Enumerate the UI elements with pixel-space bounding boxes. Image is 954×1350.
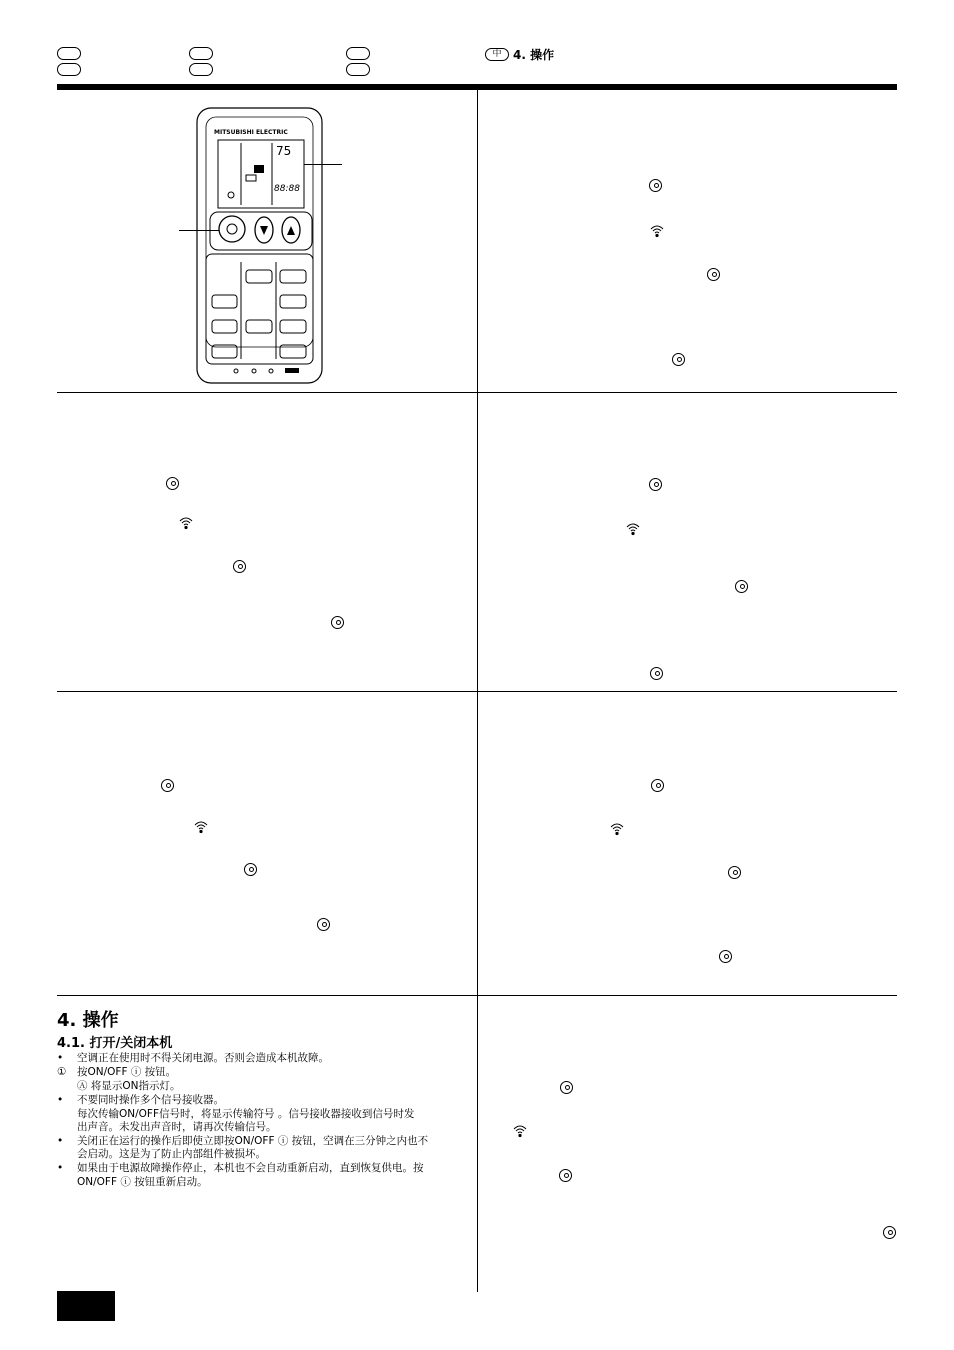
row-divider-2 xyxy=(57,691,897,692)
signal-icon xyxy=(179,516,193,530)
signal-icon xyxy=(194,820,208,834)
onoff-icon xyxy=(244,863,257,876)
lang-badge-2 xyxy=(57,63,81,76)
list-text: 每次传输ON/OFF信号时，将显示传输符号 。信号接收器接收到信号时发 xyxy=(77,1108,415,1120)
list-marker: • xyxy=(57,1052,64,1064)
onoff-icon xyxy=(560,1081,573,1094)
list-text: 按ON/OFF ⓘ 按钮。 xyxy=(77,1066,177,1078)
remote-brand: MITSUBISHI ELECTRIC xyxy=(214,129,288,136)
list-text: 不要同时操作多个信号接收器。 xyxy=(77,1094,224,1106)
remote-control-illustration xyxy=(196,107,323,384)
onoff-icon xyxy=(719,950,732,963)
lang-badge-1 xyxy=(57,47,81,60)
onoff-icon xyxy=(166,477,179,490)
list-text: 如果由于电源故障操作停止，本机也不会自动重新启动，直到恢复供电。按 xyxy=(77,1162,424,1174)
onoff-icon xyxy=(559,1169,572,1182)
list-marker: ① xyxy=(57,1066,67,1078)
lang-badge-zh: 中 xyxy=(485,48,509,61)
signal-icon xyxy=(513,1124,527,1138)
onoff-icon xyxy=(650,667,663,680)
remote-display-clock: 88:88 xyxy=(274,184,300,194)
onoff-icon xyxy=(735,580,748,593)
onoff-icon xyxy=(161,779,174,792)
page-number-box xyxy=(57,1291,115,1321)
onoff-icon xyxy=(233,560,246,573)
onoff-icon xyxy=(317,918,330,931)
onoff-icon xyxy=(728,866,741,879)
row-divider-3 xyxy=(57,995,897,996)
list-text: 空调正在使用时不得关闭电源。否则会造成本机故障。 xyxy=(77,1052,329,1064)
list-text: Ⓐ 将显示ON指示灯。 xyxy=(77,1080,181,1092)
onoff-icon xyxy=(651,779,664,792)
remote-display-temp: 75 xyxy=(276,144,292,158)
header-label-text: 4. 操作 xyxy=(513,48,555,62)
onoff-icon xyxy=(649,179,662,192)
onoff-icon xyxy=(672,353,685,366)
subsection-title: 4.1. 打开/关闭本机 xyxy=(57,1036,173,1051)
lang-badge-4 xyxy=(189,63,213,76)
list-text: 会启动。这是为了防止内部组件被损坏。 xyxy=(77,1148,266,1160)
list-text: 关闭正在运行的操作后即使立即按ON/OFF ⓘ 按钮，空调在三分钟之内也不 xyxy=(77,1135,429,1147)
signal-icon xyxy=(610,822,624,836)
onoff-icon xyxy=(883,1226,896,1239)
onoff-icon xyxy=(707,268,720,281)
list-text: ON/OFF ⓘ 按钮重新启动。 xyxy=(77,1176,208,1188)
signal-icon xyxy=(650,224,664,238)
onoff-icon xyxy=(331,616,344,629)
lang-badge-5 xyxy=(346,47,370,60)
list-marker: • xyxy=(57,1135,64,1147)
pointer-line-onoff xyxy=(179,230,219,231)
list-text: 出声音。未发出声音时，请再次传输信号。 xyxy=(77,1121,277,1133)
row-divider-1 xyxy=(57,392,897,393)
section-title: 4. 操作 xyxy=(57,1010,119,1031)
lang-badge-3 xyxy=(189,47,213,60)
list-marker: • xyxy=(57,1162,64,1174)
onoff-icon xyxy=(649,478,662,491)
signal-icon xyxy=(626,522,640,536)
pointer-line-display xyxy=(304,164,342,165)
lang-badge-6 xyxy=(346,63,370,76)
header-section-label xyxy=(485,46,554,63)
list-marker: • xyxy=(57,1094,64,1106)
